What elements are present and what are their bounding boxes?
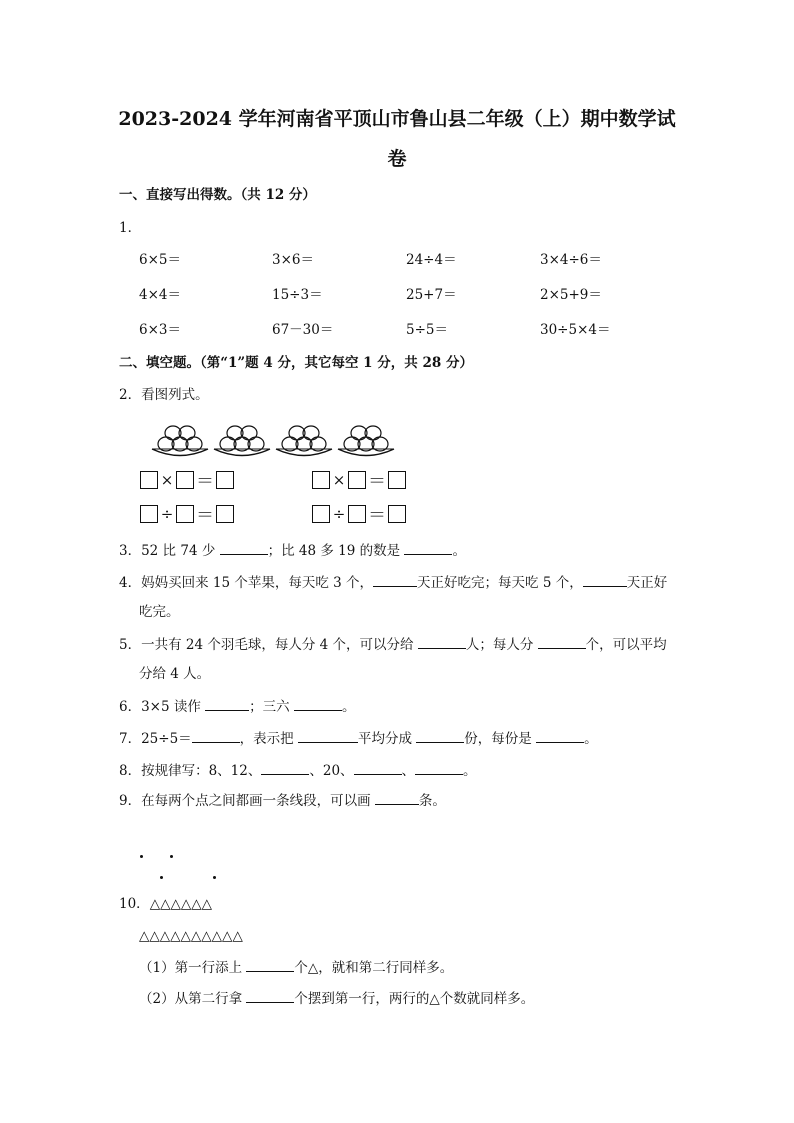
answer-blank[interactable] bbox=[538, 634, 586, 649]
calc-item: 24÷4＝ bbox=[406, 252, 457, 268]
calc-item: 30÷5×4＝ bbox=[540, 322, 611, 338]
calc-item: 67－30＝ bbox=[272, 322, 334, 338]
answer-blank[interactable] bbox=[404, 540, 452, 555]
apple-baskets-figure bbox=[150, 418, 400, 458]
answer-blank[interactable] bbox=[583, 572, 627, 587]
answer-box[interactable] bbox=[216, 505, 234, 523]
section2-heading: 二、填空题。（第“1”题 4 分，其它每空 1 分，共 28 分） bbox=[119, 355, 473, 371]
answer-blank[interactable] bbox=[298, 728, 358, 743]
equals-sign: ＝ bbox=[368, 505, 386, 526]
question-4-cont: 吃完。 bbox=[139, 604, 180, 620]
apple-basket-icon bbox=[152, 426, 208, 456]
answer-box[interactable] bbox=[312, 471, 330, 489]
point-dot bbox=[160, 876, 163, 879]
exam-title-line1: 2023-2024 学年河南省平顶山市鲁山县二年级（上）期中数学试 bbox=[118, 108, 676, 130]
apple-basket-icon bbox=[276, 426, 332, 456]
question-10-part-2: （2）从第二行拿 个摆到第一行，两行的△个数就同样多。 bbox=[139, 988, 534, 1009]
question-10: 10．△△△△△△ bbox=[119, 896, 212, 912]
answer-box[interactable] bbox=[140, 505, 158, 523]
question-5-cont: 分给 4 人。 bbox=[139, 666, 211, 682]
question-6: 6．3×5 读作 ；三六 。 bbox=[119, 696, 355, 717]
question-7: 7．25÷5＝ ，表示把 平均分成 份，每份是 。 bbox=[119, 728, 598, 749]
equals-sign: ＝ bbox=[368, 471, 386, 492]
calc-item: 2×5+9＝ bbox=[540, 287, 602, 303]
answer-blank[interactable] bbox=[373, 572, 417, 587]
question-5: 5．一共有 24 个羽毛球，每人分 4 个，可以分给 人；每人分 个，可以平均 bbox=[119, 634, 667, 655]
answer-box[interactable] bbox=[348, 471, 366, 489]
equation-box-row bbox=[312, 468, 406, 492]
question-8: 8．按规律写：8、12、 、20、 、 。 bbox=[119, 760, 477, 781]
answer-blank[interactable] bbox=[536, 728, 584, 743]
equals-sign: ＝ bbox=[196, 505, 214, 526]
answer-blank[interactable] bbox=[261, 760, 309, 775]
answer-blank[interactable] bbox=[354, 760, 402, 775]
point-dot bbox=[170, 855, 173, 858]
equation-box-row bbox=[140, 502, 234, 526]
answer-blank[interactable] bbox=[416, 728, 464, 743]
q1-number: 1． bbox=[119, 220, 142, 236]
q2-text: 2．看图列式。 bbox=[119, 387, 209, 403]
answer-blank[interactable] bbox=[246, 957, 294, 972]
equation-box-row bbox=[140, 468, 234, 492]
calc-item: 6×5＝ bbox=[139, 252, 181, 268]
answer-blank[interactable] bbox=[205, 696, 249, 711]
question-3: 3．52 比 74 少 ；比 48 多 19 的数是 。 bbox=[119, 540, 466, 561]
multiply-sign: × bbox=[332, 471, 346, 489]
apple-basket-icon bbox=[338, 426, 394, 456]
triangle-row-1: △△△△△△ bbox=[149, 896, 212, 912]
calc-item: 6×3＝ bbox=[139, 322, 181, 338]
calc-item: 3×4÷6＝ bbox=[540, 252, 602, 268]
answer-box[interactable] bbox=[348, 505, 366, 523]
calc-item: 25+7＝ bbox=[406, 287, 457, 303]
point-dot bbox=[140, 855, 143, 858]
question-9: 9．在每两个点之间都画一条线段，可以画 条。 bbox=[119, 790, 446, 811]
question-10-part-1: （1）第一行添上 个△，就和第二行同样多。 bbox=[139, 957, 453, 978]
answer-blank[interactable] bbox=[294, 696, 342, 711]
calc-item: 4×4＝ bbox=[139, 287, 181, 303]
question-4: 4．妈妈买回来 15 个苹果，每天吃 3 个， 天正好吃完；每天吃 5 个， 天正好 bbox=[119, 572, 667, 593]
exam-title-line2: 卷 bbox=[387, 148, 407, 170]
multiply-sign: × bbox=[160, 471, 174, 489]
answer-blank[interactable] bbox=[192, 728, 240, 743]
point-dot bbox=[213, 876, 216, 879]
equals-sign: ＝ bbox=[196, 471, 214, 492]
calc-item: 3×6＝ bbox=[272, 252, 314, 268]
apple-basket-icon bbox=[214, 426, 270, 456]
equation-box-row bbox=[312, 502, 406, 526]
answer-box[interactable] bbox=[388, 505, 406, 523]
calc-item: 15÷3＝ bbox=[272, 287, 323, 303]
divide-sign: ÷ bbox=[160, 505, 174, 523]
answer-blank[interactable] bbox=[220, 540, 268, 555]
answer-blank[interactable] bbox=[415, 760, 463, 775]
answer-box[interactable] bbox=[312, 505, 330, 523]
section1-heading: 一、直接写出得数。（共 12 分） bbox=[119, 187, 316, 203]
answer-box[interactable] bbox=[140, 471, 158, 489]
answer-blank[interactable] bbox=[418, 634, 466, 649]
divide-sign: ÷ bbox=[332, 505, 346, 523]
triangle-row-2: △△△△△△△△△△ bbox=[139, 928, 243, 944]
answer-box[interactable] bbox=[388, 471, 406, 489]
answer-box[interactable] bbox=[176, 471, 194, 489]
answer-blank[interactable] bbox=[246, 988, 294, 1003]
calc-item: 5÷5＝ bbox=[406, 322, 448, 338]
answer-box[interactable] bbox=[176, 505, 194, 523]
answer-blank[interactable] bbox=[375, 790, 419, 805]
answer-box[interactable] bbox=[216, 471, 234, 489]
